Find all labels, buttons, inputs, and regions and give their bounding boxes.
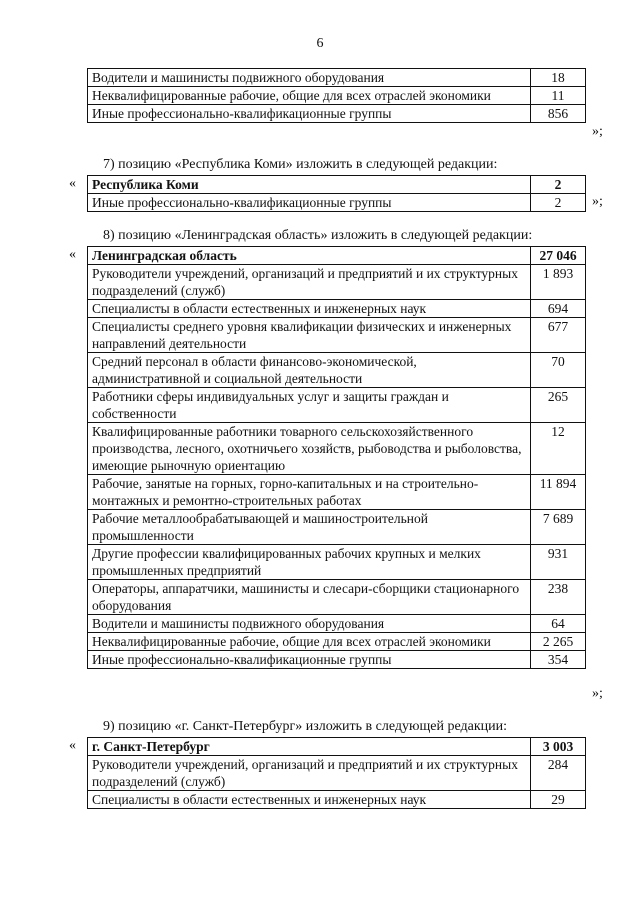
closing-quote: »;: [592, 194, 603, 209]
table-row: [88, 265, 586, 300]
row-value: 64: [531, 615, 586, 633]
closing-quote: »;: [592, 686, 603, 701]
komi-table: [87, 175, 586, 212]
row-value: 12: [531, 423, 586, 475]
row-value: 7 689: [531, 510, 586, 545]
table-row: [88, 580, 586, 615]
spb-table: [87, 737, 586, 809]
row-value: 677: [531, 318, 586, 353]
row-value: 11: [531, 87, 586, 105]
row-label: Специалисты среднего уровня квалификации физических и инженерных направлений деятельности: [88, 318, 531, 353]
row-label: Другие профессии квалифицированных рабочих крупных и мелких промышленных предприятий: [88, 545, 531, 580]
table-header-row: [88, 247, 586, 265]
row-value: 354: [531, 651, 586, 669]
row-value: 18: [531, 69, 586, 87]
table-row: [88, 105, 586, 123]
page-number: 6: [316, 36, 324, 51]
section-intro-komi: 7) позицию «Республика Коми» изложить в следующей редакции:: [103, 157, 498, 172]
row-label: Неквалифицированные рабочие, общие для всех отраслей экономики: [88, 633, 531, 651]
opening-quote: «: [69, 247, 76, 262]
row-label: Иные профессионально-квалификационные группы: [88, 194, 531, 212]
region-total: 2: [531, 176, 586, 194]
row-label: Иные профессионально-квалификационные группы: [88, 651, 531, 669]
row-label: Руководители учреждений, организаций и предприятий и их структурных подразделений (служб): [88, 265, 531, 300]
table-row: [88, 633, 586, 651]
row-label: Средний персонал в области финансово-экономической, административной и социальной деятельности: [88, 353, 531, 388]
table-row: [88, 756, 586, 791]
row-label: Водители и машинисты подвижного оборудования: [88, 69, 531, 87]
row-label: Специалисты в области естественных и инженерных наук: [88, 791, 531, 809]
row-label: Рабочие металлообрабатывающей и машиностроительной промышленности: [88, 510, 531, 545]
top-table: [87, 68, 586, 123]
row-value: 1 893: [531, 265, 586, 300]
row-value: 284: [531, 756, 586, 791]
table-row: [88, 353, 586, 388]
row-value: 11 894: [531, 475, 586, 510]
row-label: Иные профессионально-квалификационные группы: [88, 105, 531, 123]
row-value: 694: [531, 300, 586, 318]
table-row: [88, 318, 586, 353]
leningrad-table: [87, 246, 586, 669]
row-label: Специалисты в области естественных и инженерных наук: [88, 300, 531, 318]
table-row: [88, 300, 586, 318]
row-value: 238: [531, 580, 586, 615]
row-label: Рабочие, занятые на горных, горно-капитальных и на строительно-монтажных и ремонтно-строительных работах: [88, 475, 531, 510]
opening-quote: «: [69, 738, 76, 753]
row-value: 2: [531, 194, 586, 212]
region-name: Ленинградская область: [88, 247, 531, 265]
table-row: [88, 615, 586, 633]
row-label: Руководители учреждений, организаций и предприятий и их структурных подразделений (служб): [88, 756, 531, 791]
section-intro-spb: 9) позицию «г. Санкт-Петербург» изложить в следующей редакции:: [103, 719, 507, 734]
section-intro-leningrad: 8) позицию «Ленинградская область» изложить в следующей редакции:: [103, 228, 533, 243]
table-row: [88, 69, 586, 87]
table-header-row: [88, 738, 586, 756]
table-row: [88, 545, 586, 580]
table-row: [88, 194, 586, 212]
table-row: [88, 87, 586, 105]
row-label: Квалифицированные работники товарного сельскохозяйственного производства, лесного, охотничьего хозяйств, рыбоводства и рыболовства, имеющие рыночную ориентацию: [88, 423, 531, 475]
row-value: 70: [531, 353, 586, 388]
region-total: 27 046: [531, 247, 586, 265]
row-value: 265: [531, 388, 586, 423]
row-value: 29: [531, 791, 586, 809]
row-value: 856: [531, 105, 586, 123]
opening-quote: «: [69, 176, 76, 191]
table-row: [88, 791, 586, 809]
region-total: 3 003: [531, 738, 586, 756]
table-row: [88, 475, 586, 510]
row-label: Работники сферы индивидуальных услуг и защиты граждан и собственности: [88, 388, 531, 423]
region-name: Республика Коми: [88, 176, 531, 194]
row-value: 931: [531, 545, 586, 580]
table-row: [88, 388, 586, 423]
row-label: Водители и машинисты подвижного оборудования: [88, 615, 531, 633]
table-row: [88, 651, 586, 669]
row-value: 2 265: [531, 633, 586, 651]
table-row: [88, 510, 586, 545]
table-row: [88, 423, 586, 475]
row-label: Неквалифицированные рабочие, общие для всех отраслей экономики: [88, 87, 531, 105]
region-name: г. Санкт-Петербург: [88, 738, 531, 756]
table-header-row: [88, 176, 586, 194]
closing-quote: »;: [592, 124, 603, 139]
row-label: Операторы, аппаратчики, машинисты и слесари-сборщики стационарного оборудования: [88, 580, 531, 615]
